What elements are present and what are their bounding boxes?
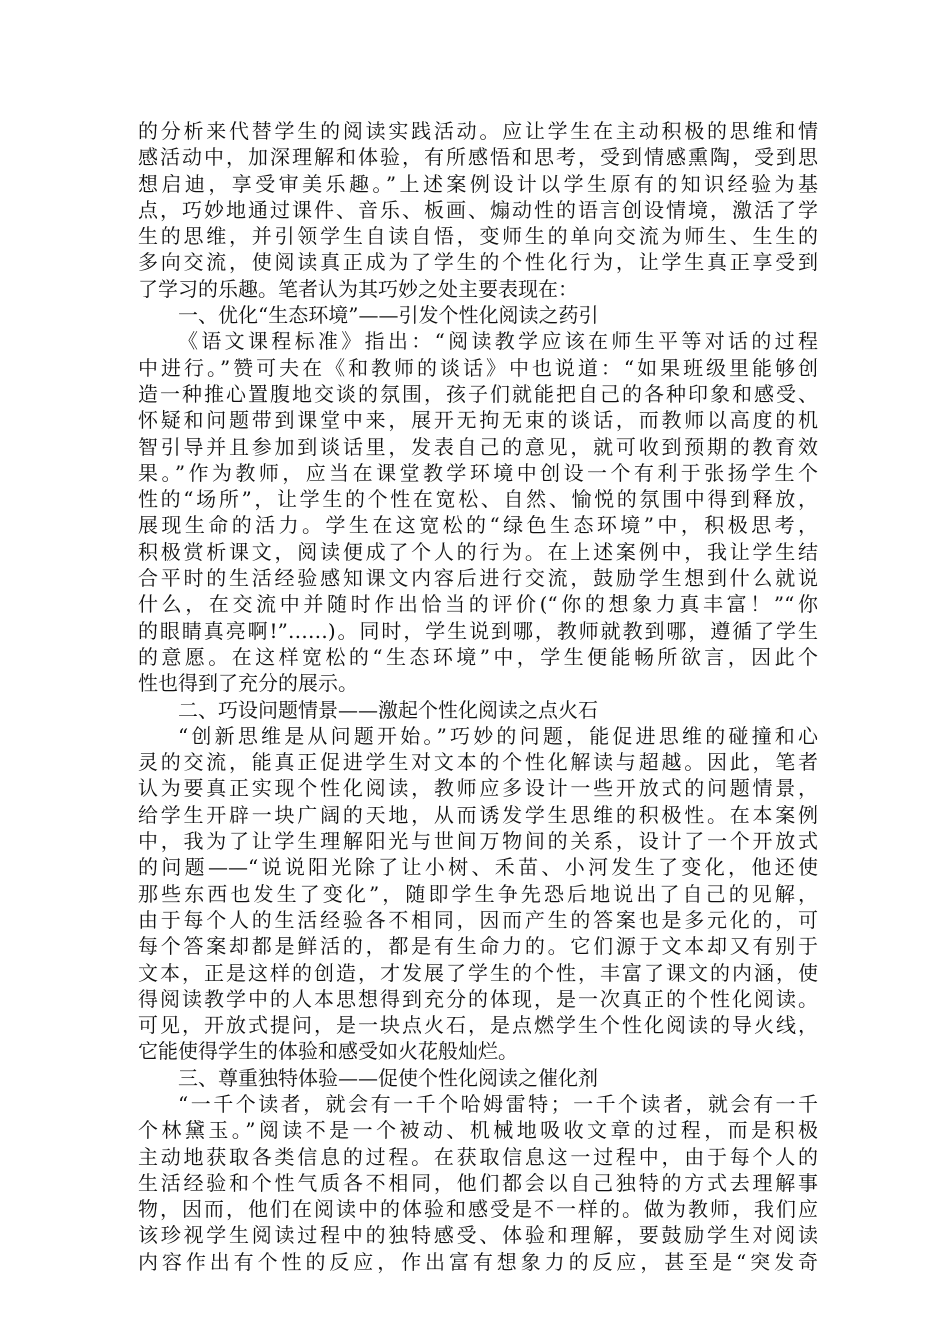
text-line: 灵的交流，能真正促进学生对文本的个性化解读与超越。因此，笔者 (138, 750, 818, 775)
text-line: 它能使得学生的体验和感受如火花般灿烂。 (138, 1039, 518, 1064)
text-line: 内容作出有个性的反应，作出富有想象力的反应，甚至是“突发奇 (138, 1249, 818, 1274)
text-line: 的问题——“说说阳光除了让小树、禾苗、小河发生了变化，他还使 (138, 855, 818, 880)
text-line: 那些东西也发生了变化”，随即学生争先恐后地说出了自己的见解， (138, 881, 818, 906)
text-line: 给学生开辟一块广阔的天地，从而诱发学生思维的积极性。在本案例 (138, 802, 818, 827)
text-line: 造一种推心置腹地交谈的氛围，孩子们就能把自己的各种印象和感受、 (138, 381, 818, 406)
text-line: 智引导并且参加到谈话里，发表自己的意见，就可收到预期的教育效 (138, 434, 818, 459)
text-line: 积极赏析课文，阅读便成了个人的行为。在上述案例中，我让学生结 (138, 539, 818, 564)
text-line: 性的“场所”，让学生的个性在宽松、自然、愉悦的氛围中得到释放， (138, 487, 818, 512)
text-line: 什么，在交流中并随时作出恰当的评价(“你的想象力真丰富！”“你 (138, 592, 818, 617)
text-line: 中，我为了让学生理解阳光与世间万物间的关系，设计了一个开放式 (138, 829, 818, 854)
section-heading: 二、巧设问题情景——激起个性化阅读之点火石 (178, 697, 598, 722)
text-line: 的意愿。在这样宽松的“生态环境”中，学生便能畅所欲言，因此个 (138, 644, 818, 669)
text-line: 怀疑和问题带到课堂中来，展开无拘无束的谈话，而教师以高度的机 (138, 408, 818, 433)
text-line: 个林黛玉。”阅读不是一个被动、机械地吸收文章的过程，而是积极 (138, 1118, 818, 1143)
text-line: 生活经验和个性气质各不相同，他们都会以自己独特的方式去理解事 (138, 1170, 818, 1195)
text-line: 主动地获取各类信息的过程。在获取信息这一过程中，由于每个人的 (138, 1144, 818, 1169)
text-line: 文本，正是这样的创造，才发展了学生的个性，丰富了课文的内涵，使 (138, 960, 818, 985)
text-line: 中进行。”赞可夫在《和教师的谈话》中也说道：“如果班级里能够创 (138, 355, 818, 380)
text-line: 由于每个人的生活经验各不相同，因而产生的答案也是多元化的，可 (138, 907, 818, 932)
document-page (138, 118, 818, 1275)
text-line: 果。”作为教师，应当在课堂教学环境中创设一个有利于张扬学生个 (138, 460, 818, 485)
text-line: 合平时的生活经验感知课文内容后进行交流，鼓励学生想到什么就说 (138, 566, 818, 591)
text-line: 物，因而，他们在阅读中的体验和感受是不一样的。做为教师，我们应 (138, 1197, 818, 1222)
text-line: “创新思维是从问题开始。”巧妙的问题，能促进思维的碰撞和心 (178, 723, 818, 748)
section-heading: 一、优化“生态环境”——引发个性化阅读之药引 (178, 303, 599, 328)
text-line: 展现生命的活力。学生在这宽松的“绿色生态环境”中，积极思考， (138, 513, 818, 538)
text-line: 认为要真正实现个性化阅读，教师应多设计一些开放式的问题情景， (138, 776, 818, 801)
text-line: 了学习的乐趣。笔者认为其巧妙之处主要表现在： (138, 276, 578, 301)
text-line: 感活动中，加深理解和体验，有所感悟和思考，受到情感熏陶，受到思 (138, 145, 818, 170)
text-line: “一千个读者，就会有一千个哈姆雷特；一千个读者，就会有一千 (178, 1091, 818, 1116)
text-line: 多向交流，使阅读真正成为了学生的个性化行为，让学生真正享受到 (138, 250, 818, 275)
text-line: 《语文课程标准》指出：“阅读教学应该在师生平等对话的过程 (178, 329, 818, 354)
text-line: 想启迪，享受审美乐趣。”上述案例设计以学生原有的知识经验为基 (138, 171, 818, 196)
text-line: 生的思维，并引领学生自读自悟，变师生的单向交流为师生、生生的 (138, 224, 818, 249)
text-line: 的分析来代替学生的阅读实践活动。应让学生在主动积极的思维和情 (138, 119, 818, 143)
text-line: 得阅读教学中的人本思想得到充分的体现，是一次真正的个性化阅读。 (138, 986, 818, 1011)
text-line: 性也得到了充分的展示。 (138, 671, 358, 696)
section-heading: 三、尊重独特体验——促使个性化阅读之催化剂 (178, 1065, 598, 1090)
text-line: 的眼睛真亮啊!”……)。同时，学生说到哪，教师就教到哪，遵循了学生 (138, 618, 818, 643)
text-line: 可见，开放式提问，是一块点火石，是点燃学生个性化阅读的导火线， (138, 1013, 818, 1038)
text-line: 每个答案却都是鲜活的，都是有生命力的。它们源于文本却又有别于 (138, 934, 818, 959)
text-line: 点，巧妙地通过课件、音乐、板画、煽动性的语言创设情境，激活了学 (138, 197, 818, 222)
text-line: 该珍视学生阅读过程中的独特感受、体验和理解，要鼓励学生对阅读 (138, 1223, 818, 1248)
